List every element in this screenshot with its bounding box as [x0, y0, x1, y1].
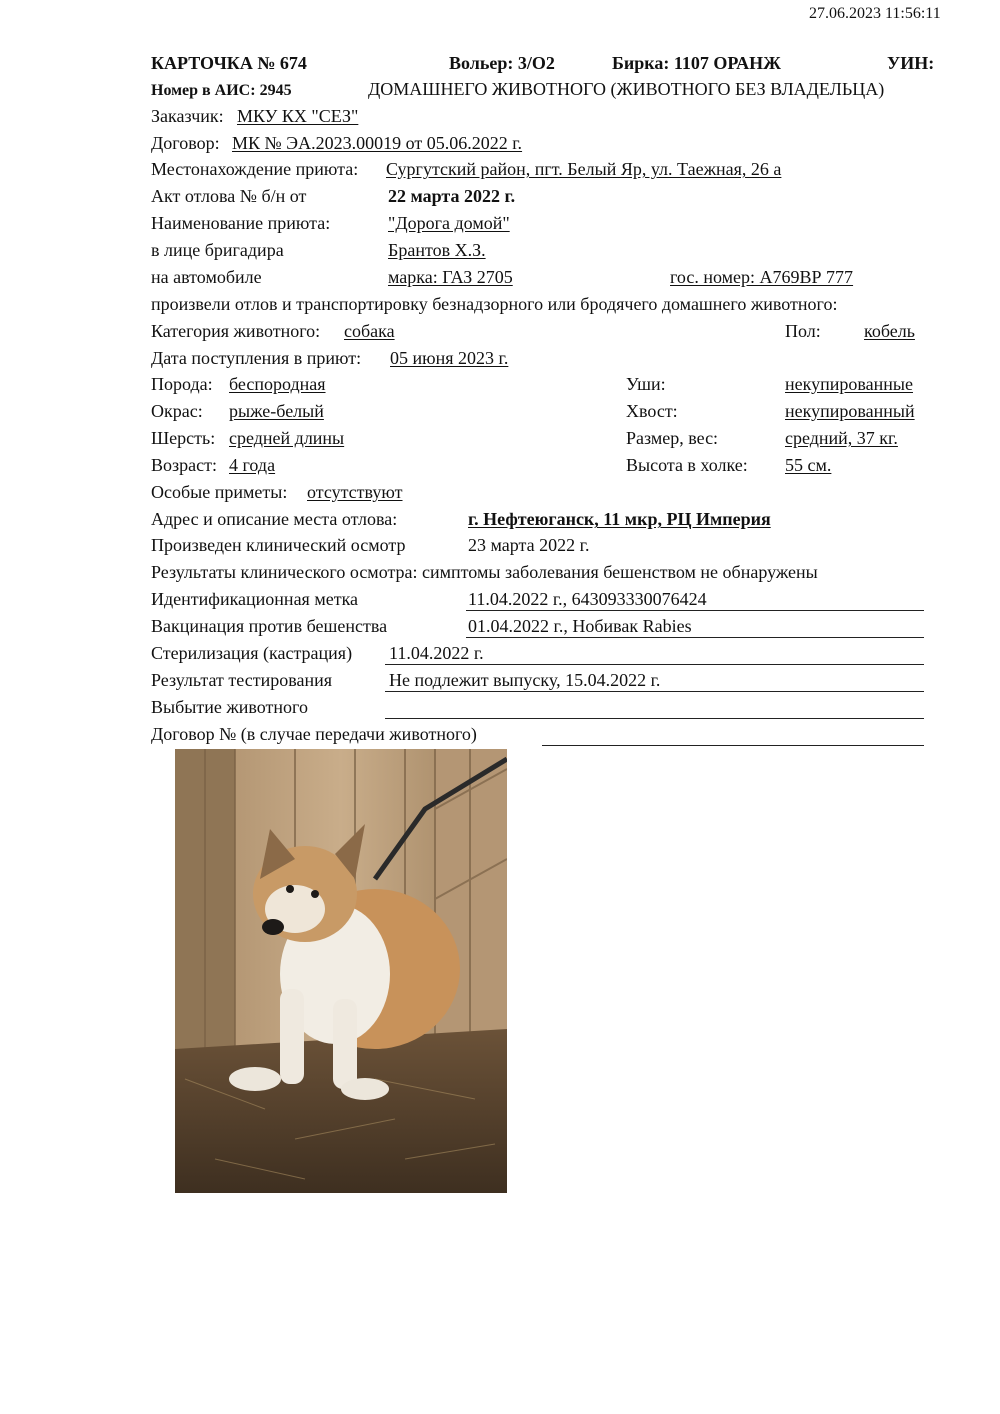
age-label: Возраст: [151, 455, 217, 475]
marks-label: Особые приметы: [151, 482, 288, 502]
category-label: Категория животного: [151, 321, 321, 341]
enclosure-number: Вольер: 3/О2 [449, 53, 555, 73]
capture-place-value: г. Нефтеюганск, 11 мкр, РЦ Империя [468, 509, 771, 529]
color-value: рыже-белый [229, 401, 324, 421]
marks-value: отсутствуют [307, 482, 403, 502]
document-title: ДОМАШНЕГО ЖИВОТНОГО (ЖИВОТНОГО БЕЗ ВЛАДЕЛЬЦА) [368, 79, 885, 99]
category-value: собака [344, 321, 395, 341]
height-label: Высота в холке: [626, 455, 748, 475]
contract-label: Договор: [151, 133, 220, 153]
sterilization-label: Стерилизация (кастрация) [151, 643, 353, 663]
vehicle-label: на автомобиле [151, 267, 262, 287]
arrival-label: Дата поступления в приют: [151, 348, 362, 368]
breed-label: Порода: [151, 374, 213, 394]
test-result-label: Результат тестирования [151, 670, 332, 690]
shelter-name-label: Наименование приюта: [151, 213, 331, 233]
vaccination-label: Вакцинация против бешенства [151, 616, 388, 636]
capture-act-label: Акт отлова № б/н от [151, 186, 307, 206]
height-value: 55 см. [785, 455, 832, 475]
test-result-underline [385, 691, 924, 692]
arrival-value: 05 июня 2023 г. [390, 348, 509, 368]
location-value: Сургутский район, пгт. Белый Яр, ул. Таежная, 26 а [386, 159, 782, 179]
ears-value: некупированные [785, 374, 913, 394]
dog-photo-illustration [175, 749, 507, 1193]
tag-number: Бирка: 1107 ОРАНЖ [612, 53, 781, 73]
card-number: КАРТОЧКА № 674 [151, 53, 307, 73]
vaccination-value: 01.04.2022 г., Нобивак Rabies [468, 616, 692, 636]
customer-value: МКУ КХ "СЕЗ" [237, 106, 359, 126]
sterilization-underline [385, 664, 924, 665]
sex-value: кобель [864, 321, 915, 341]
id-tag-underline [466, 610, 924, 611]
timestamp: 27.06.2023 11:56:11 [809, 5, 941, 22]
age-value: 4 года [229, 455, 276, 475]
exam-value: 23 марта 2022 г. [468, 535, 590, 555]
exam-result: Результаты клинического осмотра: симптомы заболевания бешенством не обнаружены [151, 562, 818, 582]
transfer-contract-label: Договор № (в случае передачи животного) [151, 724, 477, 744]
tail-value: некупированный [785, 401, 915, 421]
customer-label: Заказчик: [151, 106, 224, 126]
coat-label: Шерсть: [151, 428, 216, 448]
sex-label: Пол: [785, 321, 821, 341]
vaccination-underline [466, 637, 924, 638]
transfer-contract-underline [542, 745, 924, 746]
capture-act-date: 22 марта 2022 г. [388, 186, 516, 206]
uin-label: УИН: [887, 53, 935, 73]
vehicle-plate: гос. номер: А769ВР 777 [670, 267, 854, 287]
location-label: Местонахождение приюта: [151, 159, 359, 179]
vehicle-brand: марка: ГАЗ 2705 [388, 267, 513, 287]
id-tag-value: 11.04.2022 г., 643093330076424 [468, 589, 707, 609]
capture-place-label: Адрес и описание места отлова: [151, 509, 398, 529]
capture-statement: произвели отлов и транспортировку безнадзорного или бродячего домашнего животного: [151, 294, 838, 314]
test-result-value: Не подлежит выпуску, 15.04.2022 г. [389, 670, 661, 690]
tail-label: Хвост: [626, 401, 678, 421]
sterilization-value: 11.04.2022 г. [389, 643, 484, 663]
color-label: Окрас: [151, 401, 203, 421]
disposal-underline [385, 718, 924, 719]
ears-label: Уши: [626, 374, 666, 394]
breed-value: беспородная [229, 374, 326, 394]
foreman-value: Брантов Х.З. [388, 240, 486, 260]
exam-label: Произведен клинический осмотр [151, 535, 406, 555]
shelter-name-value: "Дорога домой" [388, 213, 510, 233]
size-value: средний, 37 кг. [785, 428, 898, 448]
foreman-label: в лице бригадира [151, 240, 284, 260]
dog-photo [175, 749, 507, 1193]
coat-value: средней длины [229, 428, 345, 448]
size-label: Размер, вес: [626, 428, 719, 448]
ais-number: Номер в АИС: 2945 [151, 82, 292, 99]
contract-value: МК № ЭА.2023.00019 от 05.06.2022 г. [232, 133, 523, 153]
disposal-label: Выбытие животного [151, 697, 308, 717]
id-tag-label: Идентификационная метка [151, 589, 359, 609]
